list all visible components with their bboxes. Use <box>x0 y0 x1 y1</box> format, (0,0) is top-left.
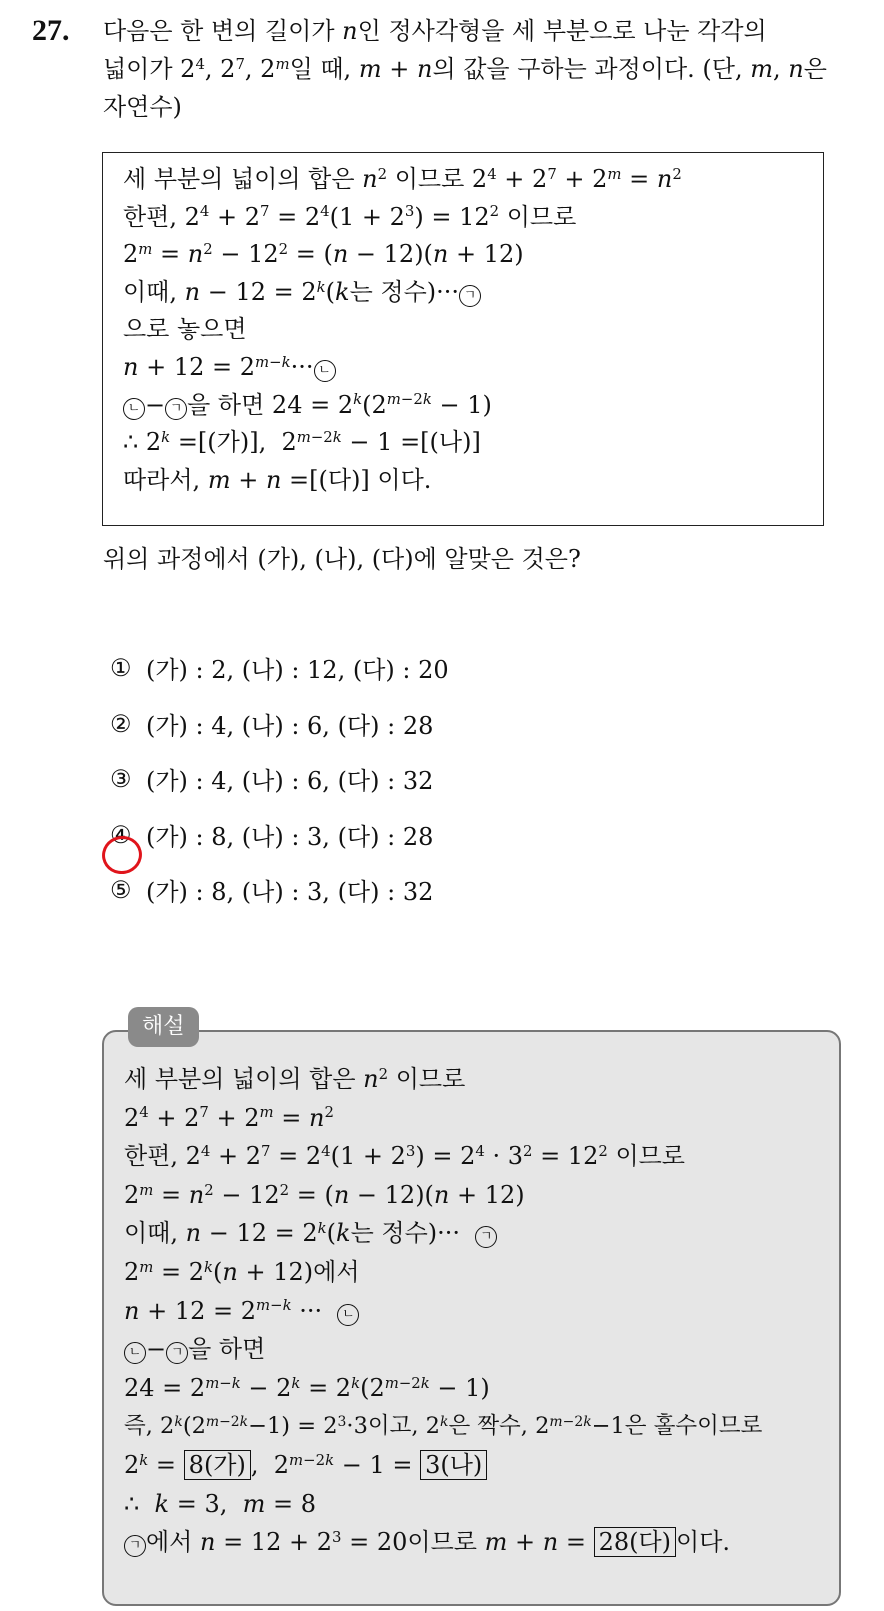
solution-line: 세 부분의 넓이의 합은 $n^2$ 이므로 <box>124 1064 466 1093</box>
question-number: 27. <box>32 14 70 47</box>
proof-line: 으로 놓으면 <box>123 315 247 344</box>
solution-line: $2^m = 2^k(n + 12)$에서 <box>124 1257 360 1286</box>
choice-3[interactable] <box>110 761 433 796</box>
choice-1[interactable] <box>110 650 449 685</box>
circled-nieun-icon: ㄴ <box>124 1342 146 1364</box>
proof-line: ∴ $2^k$ =[(가)], $2^{m-2k} - 1$ =[(나)] <box>123 427 481 457</box>
solution-tag: 해설 <box>128 1007 199 1047</box>
question-ask: 위의 과정에서 (가), (나), (다)에 알맞은 것은? <box>103 545 581 573</box>
circled-giyeok-icon: ㄱ <box>166 1342 188 1364</box>
solution-line: $2^m = n^2 - 12^2 = (n - 12)(n + 12)$ <box>124 1180 525 1209</box>
circled-giyeok-icon: ㄱ <box>459 285 481 307</box>
stem-line-2: 넓이가 $2^4$, $2^7$, 2$^m$일 때, m + n의 값을 구하는 과정이다. (단, m, n은 <box>103 54 827 83</box>
choice-text: (가) : 2, (나) : 12, (다) : 20 <box>146 656 449 684</box>
choice-2[interactable] <box>110 706 433 741</box>
solution-line: ㄱ 에서 $n = 12 + 2^3 = 20$이므로 m + n = 28(다) 이다. <box>124 1523 819 1562</box>
solution-line: 한편, $2^4 + 2^7 = 2^4(1 + 2^3) = 2^4 \cdot 3^2 = 12^2$ 이므로 <box>124 1142 685 1171</box>
choice-text: (가) : 4, (나) : 6, (다) : 28 <box>146 712 434 740</box>
answer-box-na: 3(나) <box>420 1450 487 1480</box>
circled-giyeok-icon: ㄱ <box>124 1535 146 1557</box>
stem-line-3: 자연수) <box>103 93 182 121</box>
choice-number: ③ <box>110 764 132 793</box>
choice-4[interactable] <box>110 817 433 852</box>
circled-nieun-icon: ㄴ <box>314 360 336 382</box>
proof-box <box>102 152 824 526</box>
question-stem <box>103 12 863 126</box>
answer-box-ga: 8(가) <box>184 1450 251 1480</box>
proof-line: $2^m = n^2 - 12^2 = (n - 12)(n + 12)$ <box>123 240 524 269</box>
circled-giyeok-icon: ㄱ <box>475 1226 497 1248</box>
proof-line: $n + 12 = 2^{m-k}\cdot\cdot\cdot$ ㄴ <box>123 349 803 387</box>
solution-line: $2^4 + 2^7 + 2^m = n^2$ <box>124 1103 334 1132</box>
proof-line: 따라서, m + n =[(다)] 이다. <box>123 465 432 494</box>
solution-line: 이때, $n - 12 = 2^k(k$는 정수)··· ㄱ <box>124 1214 819 1253</box>
solution-line: $24 = 2^{m-k} - 2^k = 2^k(2^{m-2k} - 1)$ <box>124 1373 490 1402</box>
choice-number: ② <box>110 709 132 738</box>
choice-number: ④ <box>110 820 132 849</box>
proof-line: 세 부분의 넓이의 합은 $n^2$ 이므로 $2^4 + 2^7 + 2^m = n^2$ <box>123 164 682 193</box>
choice-text: (가) : 4, (나) : 6, (다) : 32 <box>146 767 434 795</box>
choice-text: (가) : 8, (나) : 3, (다) : 28 <box>146 823 434 851</box>
solution-line: $n + 12 = 2^{m-k}$ ··· ㄴ <box>124 1292 819 1331</box>
circled-nieun-icon: ㄴ <box>337 1304 359 1326</box>
circled-nieun-icon: ㄴ <box>123 398 145 420</box>
proof-line: ㄴ − ㄱ 을 하면 $24 = 2^k(2^{m-2k} - 1)$ <box>123 387 803 425</box>
choice-number: ⑤ <box>110 875 132 904</box>
choice-5[interactable] <box>110 872 433 907</box>
circled-giyeok-icon: ㄱ <box>165 398 187 420</box>
solution-line: 즉, $2^k(2^{m-2k}-1) = 2^3\cdot 3$이고, 2$^k$은 짝수, $2^{m-2k}-1$은 홀수이므로 <box>124 1413 763 1440</box>
choice-text: (가) : 8, (나) : 3, (다) : 32 <box>146 878 434 906</box>
solution-line: ∴ k = 3, m = 8 <box>124 1489 317 1518</box>
solution-box <box>102 1030 841 1606</box>
solution-line: ㄴ − ㄱ 을 하면 <box>124 1330 819 1369</box>
choice-number: ① <box>110 653 132 682</box>
solution-line: $2^k = 8$(가) , $2^{m-2k} - 1 = 3$(나) <box>124 1446 819 1485</box>
proof-line: 한편, $2^4 + 2^7 = 2^4(1 + 2^3) = 12^2$ 이므로 <box>123 202 577 231</box>
answer-box-da: 28(다) <box>594 1527 676 1557</box>
proof-line: 이때, $n - 12 = 2^k(k$는 정수)··· ㄱ <box>123 274 803 312</box>
stem-line-1: 다음은 한 변의 길이가 n인 정사각형을 세 부분으로 나눈 각각의 <box>103 17 767 45</box>
